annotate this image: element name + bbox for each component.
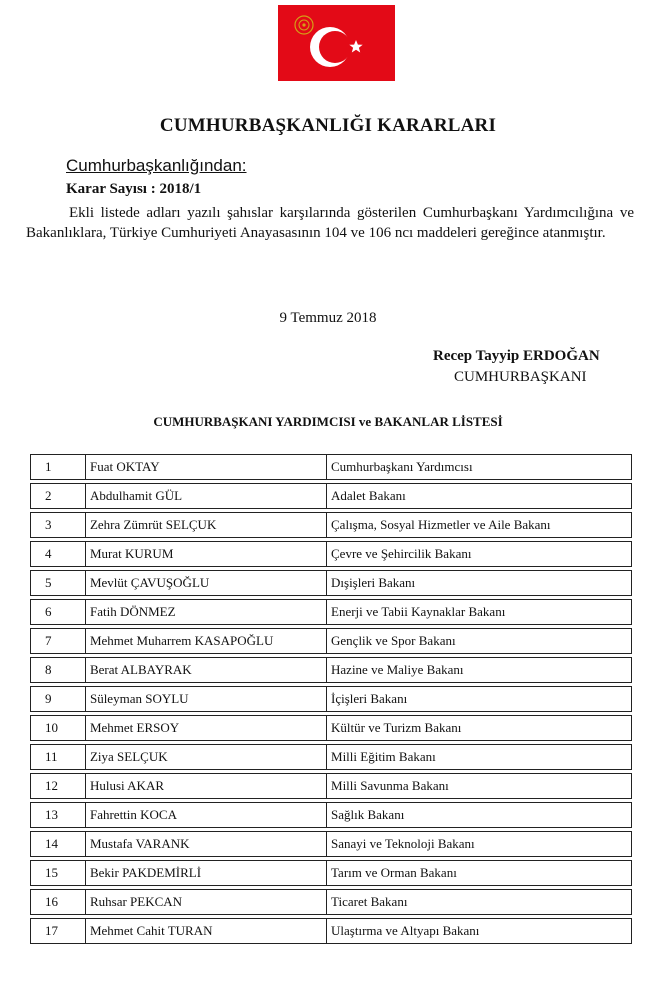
decision-number: Karar Sayısı : 2018/1 <box>66 181 202 197</box>
ministry-post: Sağlık Bakanı <box>326 802 632 828</box>
table-row <box>30 686 632 712</box>
signatory-title: CUMHURBAŞKANI <box>454 369 587 385</box>
table-row <box>30 744 632 770</box>
ministry-post: Tarım ve Orman Bakanı <box>326 860 632 886</box>
row-number: 12 <box>30 773 85 799</box>
table-row <box>30 773 632 799</box>
table-row <box>30 860 632 886</box>
person-name: Mehmet ERSOY <box>85 715 326 741</box>
signatory-name: Recep Tayyip ERDOĞAN <box>433 348 600 364</box>
decree-text: Ekli listede adları yazılı şahıslar karşılarında gösterilen Cumhurbaşkanı Yardımcılığına ve Bakanlıklara, Türkiye Cumhuriyeti Anayasasının 104 ve 106 ncı maddeleri gereğince atanmıştır. <box>26 205 634 241</box>
table-row <box>30 483 632 509</box>
person-name: Fuat OKTAY <box>85 454 326 480</box>
person-name: Mehmet Muharrem KASAPOĞLU <box>85 628 326 654</box>
list-title: CUMHURBAŞKANI YARDIMCISI ve BAKANLAR LİSTESİ <box>153 414 503 429</box>
row-number: 1 <box>30 454 85 480</box>
row-number: 8 <box>30 657 85 683</box>
ministry-post: Dışişleri Bakanı <box>326 570 632 596</box>
ministry-post: Adalet Bakanı <box>326 483 632 509</box>
table-row <box>30 454 632 480</box>
row-number: 6 <box>30 599 85 625</box>
ministry-post: Enerji ve Tabii Kaynaklar Bakanı <box>326 599 632 625</box>
crescent-inner <box>319 31 351 63</box>
ministers-table <box>30 451 632 947</box>
ministry-post: Ulaştırma ve Altyapı Bakanı <box>326 918 632 944</box>
person-name: Zehra Zümrüt SELÇUK <box>85 512 326 538</box>
ministry-post: Milli Eğitim Bakanı <box>326 744 632 770</box>
table-row <box>30 831 632 857</box>
row-number: 16 <box>30 889 85 915</box>
person-name: Mevlüt ÇAVUŞOĞLU <box>85 570 326 596</box>
ministry-post: Milli Savunma Bakanı <box>326 773 632 799</box>
table-row <box>30 628 632 654</box>
row-number: 3 <box>30 512 85 538</box>
row-number: 14 <box>30 831 85 857</box>
ministry-post: Sanayi ve Teknoloji Bakanı <box>326 831 632 857</box>
table-row <box>30 541 632 567</box>
table-row <box>30 715 632 741</box>
ministry-post: Cumhurbaşkanı Yardımcısı <box>326 454 632 480</box>
person-name: Fatih DÖNMEZ <box>85 599 326 625</box>
table-row <box>30 570 632 596</box>
row-number: 13 <box>30 802 85 828</box>
ministry-post: Çevre ve Şehircilik Bakanı <box>326 541 632 567</box>
page-title: CUMHURBAŞKANLIĞI KARARLARI <box>159 115 497 136</box>
issuer-heading: Cumhurbaşkanlığından: <box>66 156 247 175</box>
ministry-post: Ticaret Bakanı <box>326 889 632 915</box>
table-row <box>30 802 632 828</box>
row-number: 9 <box>30 686 85 712</box>
row-number: 4 <box>30 541 85 567</box>
person-name: Ruhsar PEKCAN <box>85 889 326 915</box>
row-number: 17 <box>30 918 85 944</box>
person-name: Murat KURUM <box>85 541 326 567</box>
row-number: 11 <box>30 744 85 770</box>
person-name: Ziya SELÇUK <box>85 744 326 770</box>
ministry-post: Kültür ve Turizm Bakanı <box>326 715 632 741</box>
row-number: 2 <box>30 483 85 509</box>
person-name: Süleyman SOYLU <box>85 686 326 712</box>
table-row <box>30 657 632 683</box>
row-number: 10 <box>30 715 85 741</box>
row-number: 15 <box>30 860 85 886</box>
ministry-post: Çalışma, Sosyal Hizmetler ve Aile Bakanı <box>326 512 632 538</box>
person-name: Bekir PAKDEMİRLİ <box>85 860 326 886</box>
decree-date: 9 Temmuz 2018 <box>279 310 377 326</box>
table-row <box>30 889 632 915</box>
turkish-flag-icon <box>278 5 395 81</box>
row-number: 5 <box>30 570 85 596</box>
ministry-post: Gençlik ve Spor Bakanı <box>326 628 632 654</box>
table-row <box>30 918 632 944</box>
row-number: 7 <box>30 628 85 654</box>
person-name: Mustafa VARANK <box>85 831 326 857</box>
table-row <box>30 512 632 538</box>
person-name: Fahrettin KOCA <box>85 802 326 828</box>
table-row <box>30 599 632 625</box>
ministry-post: İçişleri Bakanı <box>326 686 632 712</box>
person-name: Mehmet Cahit TURAN <box>85 918 326 944</box>
person-name: Abdulhamit GÜL <box>85 483 326 509</box>
ministry-post: Hazine ve Maliye Bakanı <box>326 657 632 683</box>
person-name: Berat ALBAYRAK <box>85 657 326 683</box>
person-name: Hulusi AKAR <box>85 773 326 799</box>
